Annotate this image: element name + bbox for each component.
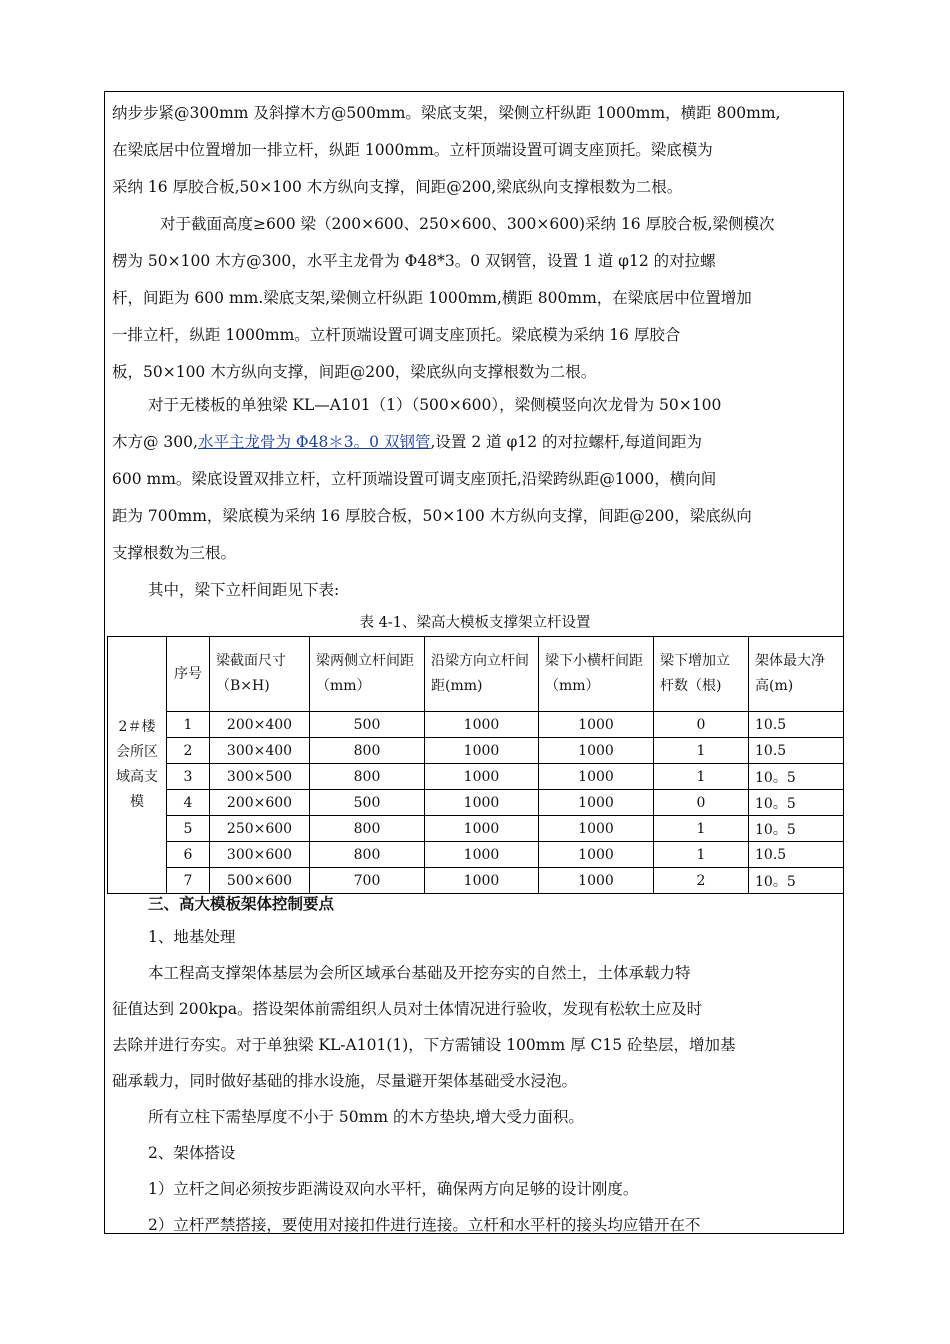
text-segment: 木方@ 300, [112,433,198,451]
header-cell: 梁截面尺寸（B×H) [210,637,310,712]
text-line: 对于截面高度≥600 梁（200×600、250×600、300×600)采纳 16 厚胶合板,梁侧模次 [160,215,775,233]
text-line: 600 mm。梁底设置双排立杆，立杆顶端设置可调支座顶托,沿梁跨纵距@1000，横向间 [112,470,717,488]
text-line: 对于无楼板的单独梁 KL—A101（1）（500×600），梁侧模竖向次龙骨为 50×100 [148,396,722,414]
table-cell: 1000 [425,868,539,894]
table-caption: 表 4-1、梁高大模板支撑架立杆设置 [359,615,591,631]
table-cell: 10.5 [749,738,844,764]
support-table [107,636,844,894]
paragraph-c [112,387,837,572]
section-heading [112,886,837,922]
table-cell: 2 [654,868,749,894]
table-cell: 10.5 [749,712,844,738]
text-line: 础承载力，同时做好基础的排水设施，尽量避开架体基础受水浸泡。 [112,1072,578,1090]
table-cell: 7 [167,868,210,894]
header-cell: 梁下增加立杆数（根) [654,637,749,712]
header-cell: 架体最大净高(m) [749,637,844,712]
table-cell: 500×600 [210,868,310,894]
hyperlink[interactable]: 水平主龙骨为 Φ48＊3。0 双钢管 [197,433,431,451]
table-cell: 1000 [539,738,654,764]
subheading-text: 1、地基处理 [148,928,236,946]
table-cell: 1000 [539,712,654,738]
table-row [108,738,844,764]
section-heading-text: 三、高大模板架体控制要点 [148,894,335,913]
list-item-1 [112,1171,837,1207]
table-cell: 800 [310,738,425,764]
table-cell: 1 [654,816,749,842]
paragraph-e [112,1099,837,1135]
table-cell: 1000 [539,790,654,816]
text-line [112,424,837,461]
table-cell: 1 [654,738,749,764]
table-cell: 10。5 [749,790,844,816]
table-cell: 0 [654,790,749,816]
intro-line [112,572,837,609]
subheading-text: 2、架体搭设 [148,1144,236,1162]
subheading-2 [112,1135,837,1171]
paragraph-a [112,95,837,206]
table-header-row [108,637,844,712]
header-cell: 梁下小横杆间距（mm） [539,637,654,712]
text-line: 板，50×100 木方纵向支撑，间距@200，梁底纵向支撑根数为二根。 [112,363,597,381]
table-cell: 200×400 [210,712,310,738]
list-item-2 [112,1207,837,1243]
header-cell: 序号 [167,637,210,712]
table-cell: 3 [167,764,210,790]
table-cell: 0 [654,712,749,738]
header-cell: 沿梁方向立杆间距(mm) [425,637,539,712]
table-cell: 1 [654,764,749,790]
table-cell: 800 [310,816,425,842]
text-line: 纳步步紧@300mm 及斜撑木方@500mm。梁底支架，梁侧立杆纵距 1000mm，横距 800mm, [112,104,781,122]
text-line: 采纳 16 厚胶合板,50×100 木方纵向支撑，间距@200,梁底纵向支撑根数为二根。 [112,178,683,196]
text-line: 支撑根数为三根。 [112,544,237,562]
text-line: 1）立杆之间必须按步距满设双向水平杆，确保两方向足够的设计刚度。 [148,1180,639,1198]
table-cell: 250×600 [210,816,310,842]
table-cell: 1 [167,712,210,738]
table-cell: 6 [167,842,210,868]
text-line: 一排立杆，纵距 1000mm。立杆顶端设置可调支座顶托。梁底模为采纳 16 厚胶合 [112,326,681,344]
table-cell: 1000 [425,842,539,868]
text-line: 在梁底居中位置增加一排立杆，纵距 1000mm。立杆顶端设置可调支座顶托。梁底模为 [112,141,713,159]
table-cell: 300×500 [210,764,310,790]
table-cell: 200×600 [210,790,310,816]
table-cell: 300×400 [210,738,310,764]
table-cell: 1000 [425,816,539,842]
text-line: 征值达到 200kpa。搭设架体前需组织人员对土体情况进行验收，发现有松软土应及时 [112,1000,703,1018]
table-cell: 1000 [539,816,654,842]
table-cell: 1 [654,842,749,868]
table-row [108,712,844,738]
table-row [108,816,844,842]
table-row [108,764,844,790]
paragraph-b [112,206,837,391]
table-cell: 1000 [539,764,654,790]
table-cell: 10。5 [749,816,844,842]
header-cell: 梁两侧立杆间距（mm） [310,637,425,712]
table-cell: 700 [310,868,425,894]
table-cell: 1000 [425,712,539,738]
table-cell: 10。5 [749,868,844,894]
table-cell: 4 [167,790,210,816]
table-cell: 500 [310,712,425,738]
paragraph-d [112,955,837,1099]
text-line: 所有立柱下需垫厚度不小于 50mm 的木方垫块,增大受力面积。 [148,1108,584,1126]
table-cell: 1000 [425,738,539,764]
subheading-1 [112,920,837,955]
table-cell: 300×600 [210,842,310,868]
table-cell: 5 [167,816,210,842]
text-line: 距为 700mm，梁底模为采纳 16 厚胶合板，50×100 木方纵向支撑，间距@200，梁底纵向 [112,507,752,525]
text-line: 本工程高支撑架体基层为会所区域承台基础及开挖夯实的自然土，土体承载力特 [148,964,691,982]
table-cell: 10.5 [749,842,844,868]
table-cell: 1000 [539,842,654,868]
text-line: 杆，间距为 600 mm.梁底支架,梁侧立杆纵距 1000mm,横距 800mm，在梁底居中位置增加 [112,289,752,307]
table-cell: 1000 [539,868,654,894]
table-cell: 800 [310,842,425,868]
table-cell: 1000 [425,790,539,816]
table-cell: 800 [310,764,425,790]
table-cell: 500 [310,790,425,816]
text-line: 去除并进行夯实。对于单独梁 KL-A101(1)，下方需铺设 100mm 厚 C15 砼垫层，增加基 [112,1036,736,1054]
text-segment: ,设置 2 道 φ12 的对拉螺杆,每道间距为 [430,433,702,451]
table-cell: 10。5 [749,764,844,790]
intro-text: 其中，梁下立杆间距见下表: [148,581,340,599]
region-label: 2＃楼会所区域高支模 [108,637,167,894]
table-cell: 1000 [425,764,539,790]
table-cell: 2 [167,738,210,764]
table-row [108,842,844,868]
text-line: 楞为 50×100 木方@300，水平主龙骨为 Φ48*3。0 双钢管，设置 1 道 φ12 的对拉螺 [112,252,716,270]
table-row [108,790,844,816]
text-line: 2）立杆严禁搭接，要使用对接扣件进行连接。立杆和水平杆的接头均应错开在不 [148,1216,701,1234]
